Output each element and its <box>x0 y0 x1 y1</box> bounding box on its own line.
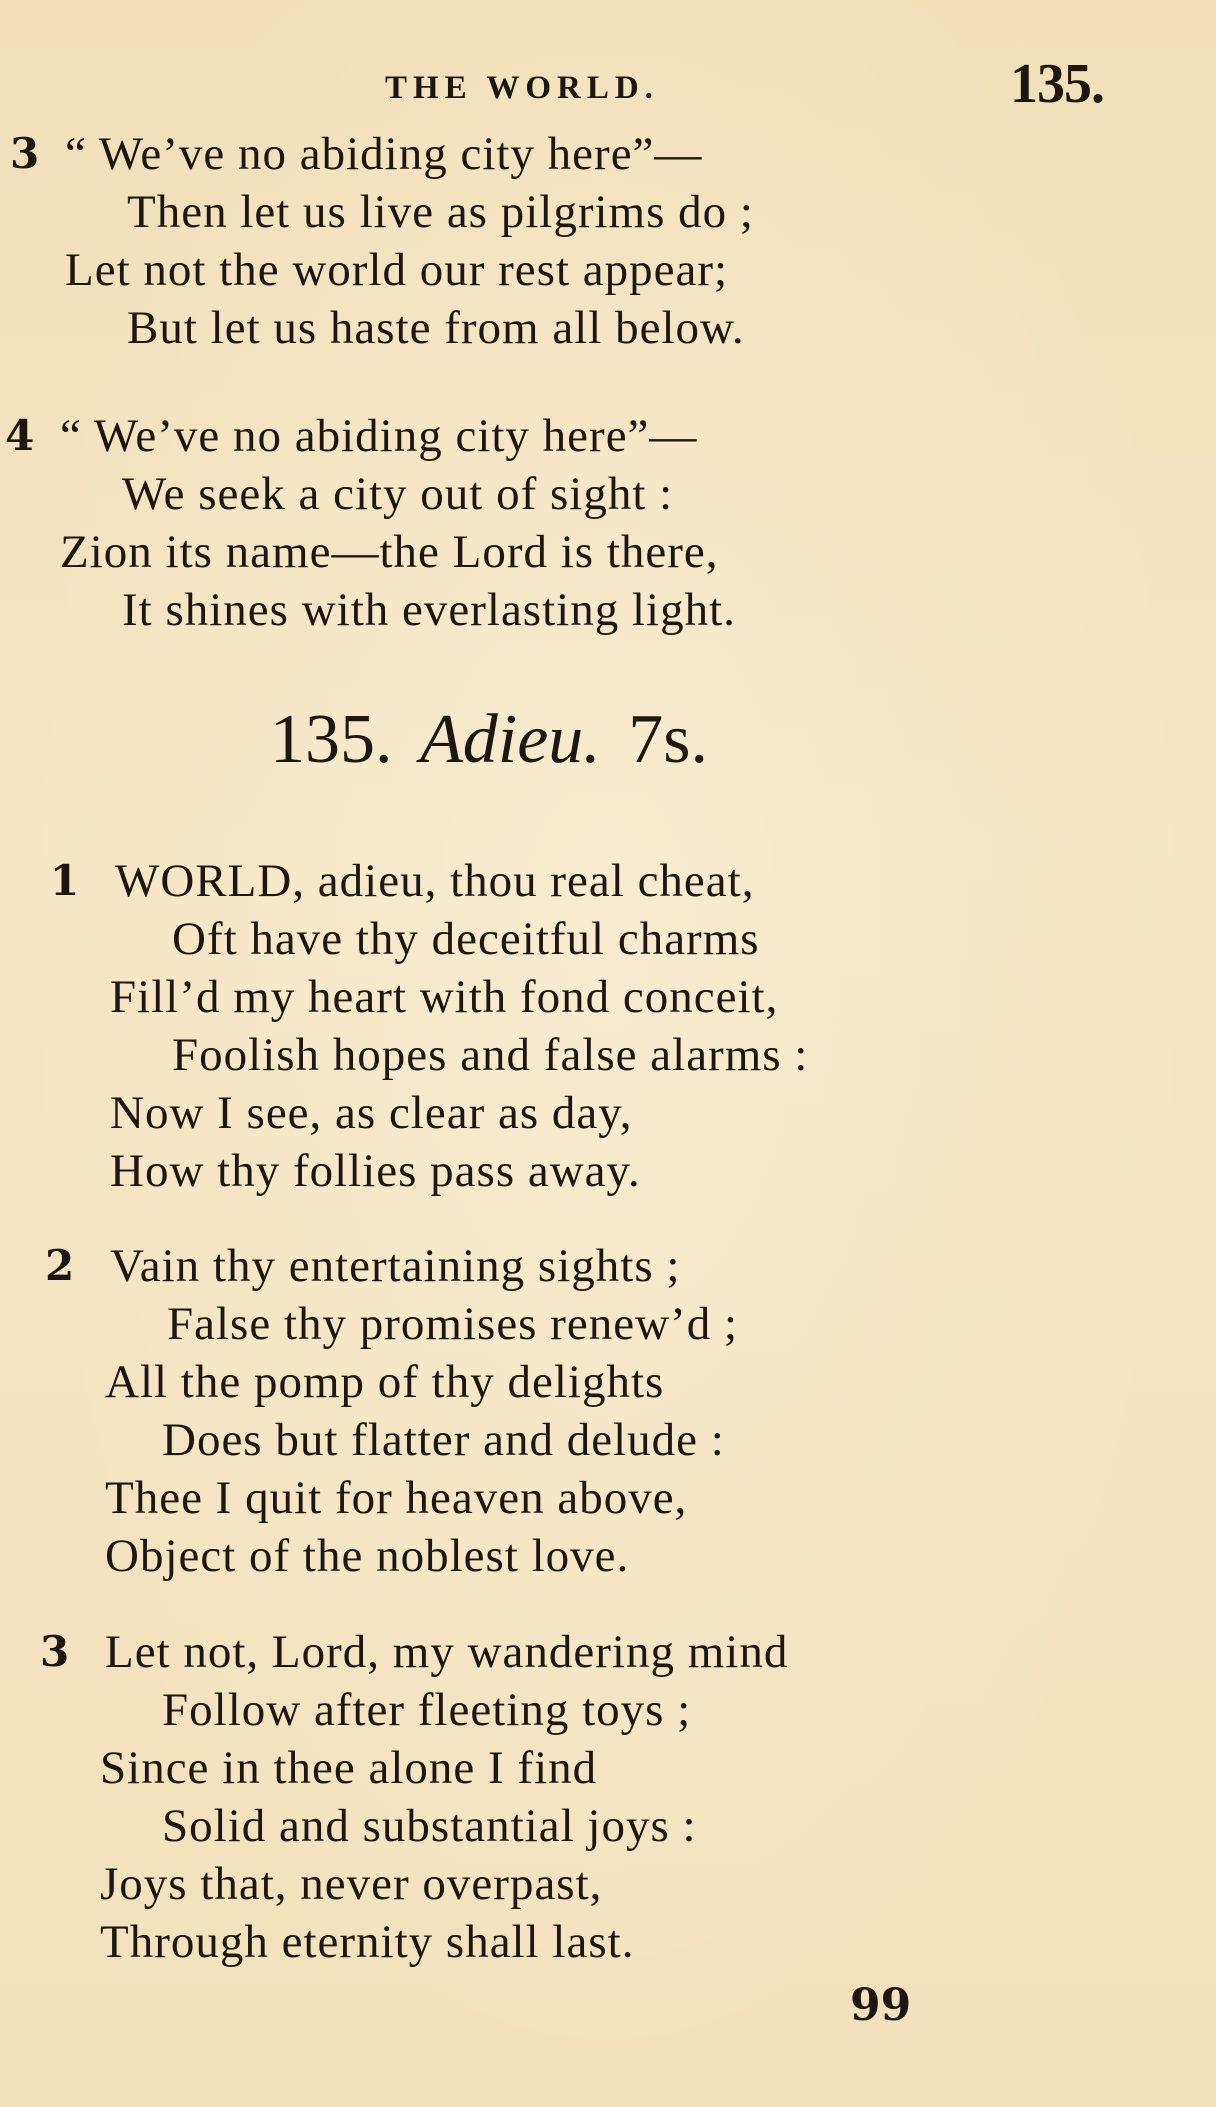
verse-line: Solid and substantial joys : <box>162 1800 697 1852</box>
verse-line: WORLD, adieu, thou real cheat, <box>115 855 755 907</box>
verse-line: We seek a city out of sight : <box>122 468 674 520</box>
verse-line: Let not, Lord, my wandering mind <box>105 1626 789 1678</box>
verse-line: Follow after fleeting toys ; <box>162 1684 692 1736</box>
hymn-title <box>270 700 708 780</box>
verse-line: “ We’ve no abiding city here”— <box>65 128 703 180</box>
stanza-number: 3 <box>10 129 40 178</box>
folio-number: 99 <box>850 1980 912 2031</box>
verse-line: Fill’d my heart with fond conceit, <box>110 971 779 1023</box>
hymn-number: 135. <box>270 701 393 778</box>
verse-line: Through eternity shall last. <box>100 1916 635 1968</box>
verse-line: It shines with everlasting light. <box>122 584 736 636</box>
verse-line: Zion its name—the Lord is there, <box>60 526 719 578</box>
verse-line: Oft have thy deceitful charms <box>172 913 760 965</box>
verse-line: Let not the world our rest appear; <box>65 244 729 296</box>
verse-line: “ We’ve no abiding city here”— <box>60 410 698 462</box>
verse-line: Since in thee alone I find <box>100 1742 598 1794</box>
verse-line: Object of the noblest love. <box>105 1530 630 1582</box>
verse-line: Vain thy entertaining sights ; <box>110 1240 681 1292</box>
verse-line: Does but flatter and delude : <box>162 1414 725 1466</box>
verse-line: Thee I quit for heaven above, <box>105 1472 688 1524</box>
hymn-meter: 7s. <box>628 701 709 778</box>
stanza-number: 4 <box>5 411 35 460</box>
verse-line: Now I see, as clear as day, <box>110 1087 633 1139</box>
verse-line: False thy promises renew’d ; <box>167 1298 739 1350</box>
stanza-number: 2 <box>45 1241 75 1290</box>
verse-line: But let us haste from all below. <box>127 302 745 354</box>
verse-line: Joys that, never overpast, <box>100 1858 603 1910</box>
verse-line: Then let us live as pilgrims do ; <box>127 186 754 238</box>
verse-line: Foolish hopes and false alarms : <box>172 1029 809 1081</box>
verse-line: How thy follies pass away. <box>110 1145 641 1197</box>
verse-line: All the pomp of thy delights <box>105 1356 665 1408</box>
running-head: THE WORLD. <box>385 70 659 106</box>
stanza-number: 3 <box>40 1627 70 1676</box>
hymn-name: Adieu. <box>420 701 601 778</box>
page-number: 135. <box>1010 53 1104 115</box>
stanza-number: 1 <box>50 856 80 905</box>
